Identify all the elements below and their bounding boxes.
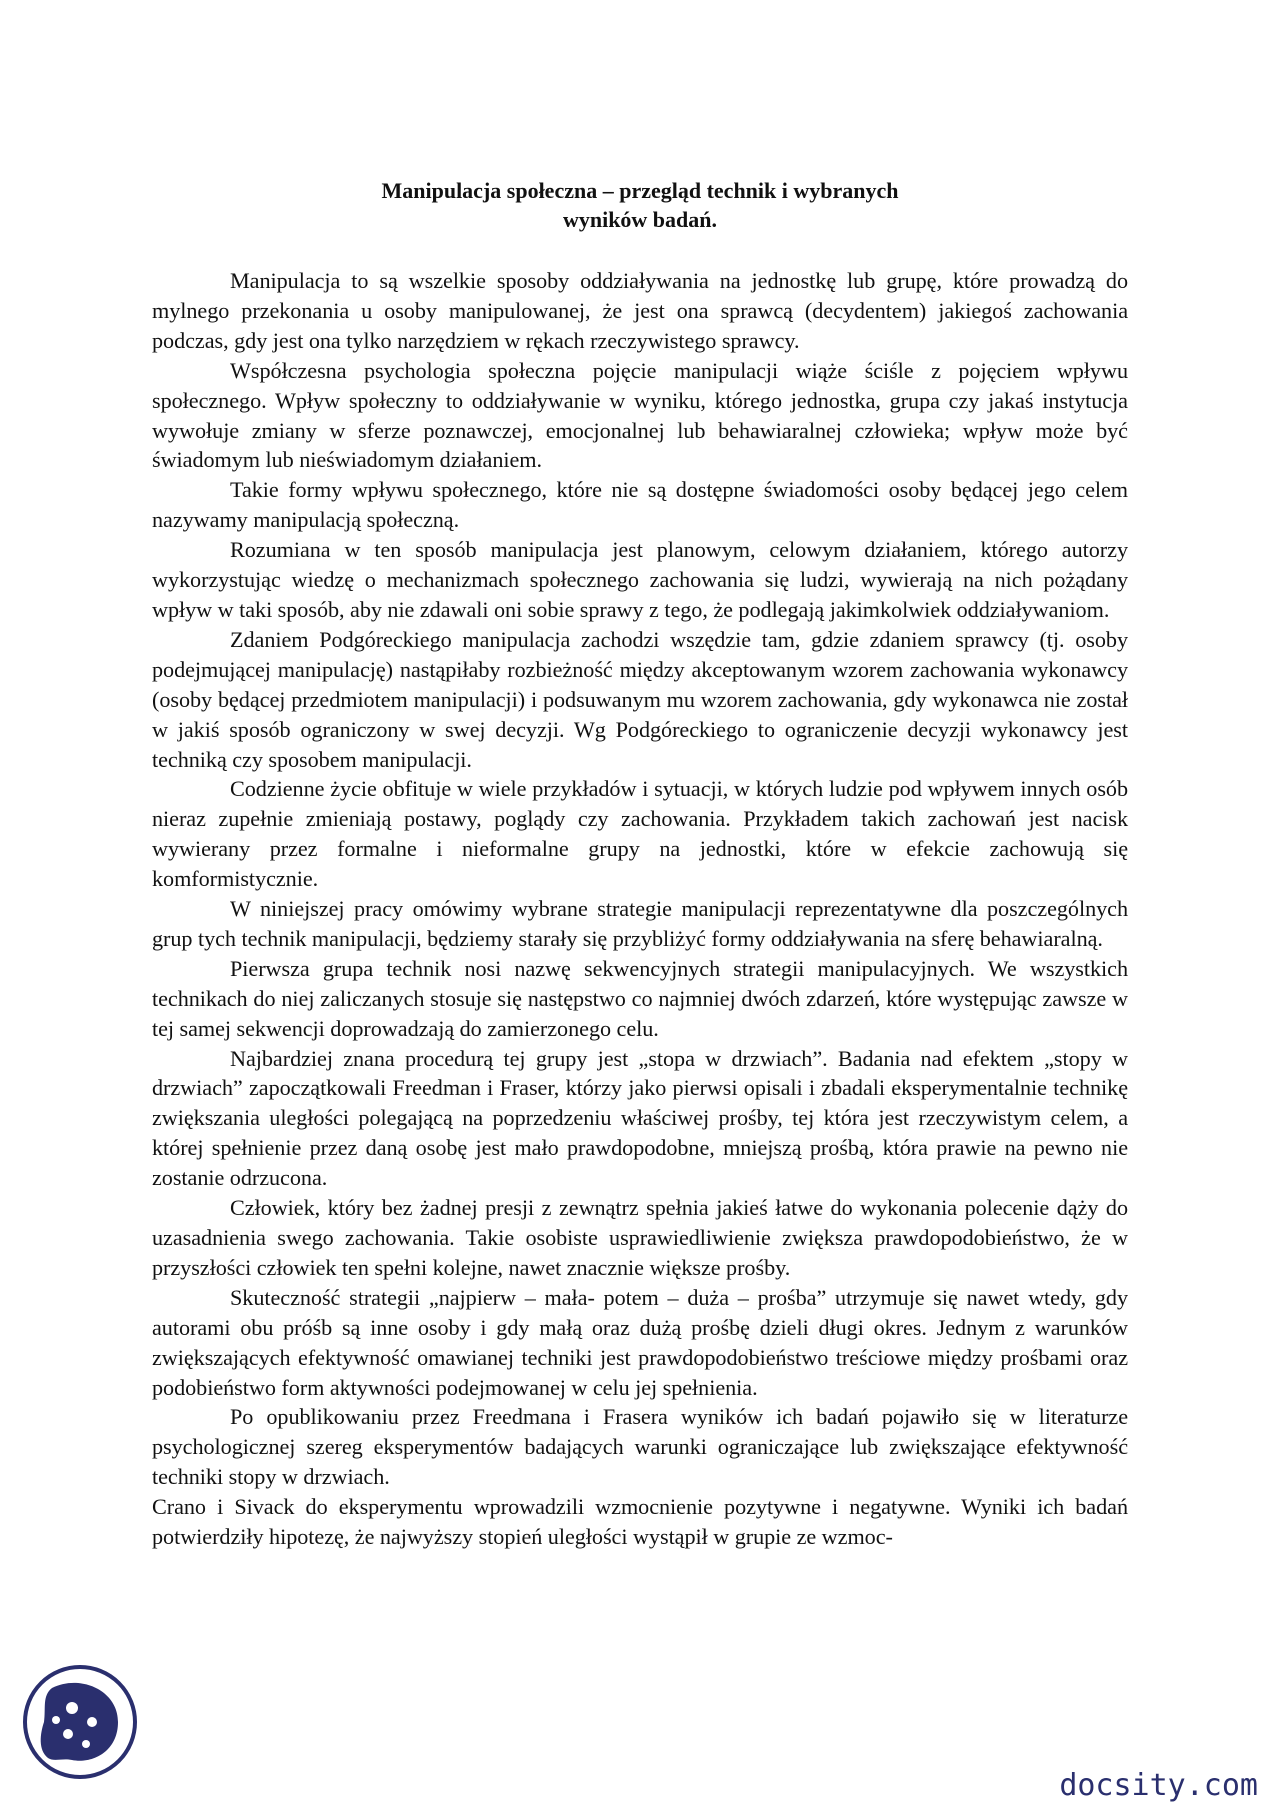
paragraph: Współczesna psychologia społeczna pojęcie manipulacji wiąże ściśle z pojęciem wpływu społecznego. Wpływ społeczny to oddziaływanie w wyniku, którego jednostka, grupa czy jakaś instytucja wywołuje zmiany w sferze poznawczej, emocjonalnej lub behawiaralnej człowieka; wpływ może być świadomym lub nieświadomym działaniem.: [152, 357, 1128, 473]
paragraph: Rozumiana w ten sposób manipulacja jest planowym, celowym działaniem, którego autorzy wykorzystując wiedzę o mechanizmach społecznego zachowania się ludzi, wywierają na nich pożądany wpływ w taki sposób, aby nie zdawali oni sobie sprawy z tego, że podlegają jakimkolwiek oddziaływaniom.: [152, 537, 1128, 622]
paragraph: Zdaniem Podgóreckiego manipulacja zachodzi wszędzie tam, gdzie zdaniem sprawcy (tj. osoby podejmującej manipulację) nastąpiłaby rozbieżność między akceptowanym wzorem zachowania wykonawcy (osoby będącej przedmiotem manipulacji) i podsuwanym mu wzorem zachowania, gdy wykonawca nie został w jakiś sposób ograniczony w swej decyzji. Wg Podgóreckiego to ograniczenie decyzji wykonawcy jest techniką czy sposobem manipulacji.: [152, 626, 1128, 772]
paragraph-last: Crano i Sivack do eksperymentu wprowadzili wzmocnienie pozytywne i negatywne. Wyniki ich badań potwierdziły hipotezę, że najwyższy stopień uległości wystąpił w grupie ze wzmoc-: [152, 1494, 1128, 1550]
paragraph: Człowiek, który bez żadnej presji z zewnątrz spełnia jakieś łatwe do wykonania polecenie dąży do uzasadnienia swego zachowania. Takie osobiste usprawiedliwienie zwiększa prawdopodobieństwo, że w przyszłości człowiek ten spełni kolejne, nawet znacznie większe prośby.: [152, 1195, 1128, 1280]
document-body: [152, 266, 1128, 1552]
paragraph: Skuteczność strategii „najpierw – mała- potem – duża – prośba” utrzymuje się nawet wtedy, gdy autorami obu próśb są inne osoby i gdy małą oraz dużą prośbę dzieli długi okres. Jednym z warunków zwiększających efektywność omawianej techniki jest prawdopodobieństwo treściowe między prośbami oraz podobieństwo form aktywności podejmowanej w celu jej spełnienia.: [152, 1284, 1128, 1400]
paragraph: Codzienne życie obfituje w wiele przykładów i sytuacji, w których ludzie pod wpływem innych osób nieraz zupełnie zmieniają postawy, poglądy czy zachowania. Przykładem takich zachowań jest nacisk wywierany przez formalne i nieformalne grupy na jednostki, które w efekcie zachowują się komformistycznie.: [152, 776, 1128, 892]
paragraph: W niniejszej pracy omówimy wybrane strategie manipulacji reprezentatywne dla poszczególnych grup tych technik manipulacji, będziemy starały się przybliżyć formy oddziaływania na sferę behawiaralną.: [152, 896, 1128, 951]
title-line-2: wyników badań.: [562, 207, 718, 232]
title-line-1: Manipulacja społeczna – przegląd technik i wybranych: [381, 178, 899, 203]
paragraph: Manipulacja to są wszelkie sposoby oddziaływania na jednostkę lub grupę, które prowadzą do mylnego przekonania u osoby manipulowanej, że jest ona sprawcą (decydentem) jakiegoś zachowania podczas, gdy jest ona tylko narzędziem w rękach rzeczywistego sprawcy.: [152, 268, 1128, 353]
docsity-logo-icon[interactable]: [22, 1664, 138, 1780]
paragraph: Po opublikowaniu przez Freedmana i Frasera wyników ich badań pojawiło się w literaturze psychologicznej szereg eksperymentów badających warunki ograniczające lub zwiększające efektywność techniki stopy w drzwiach.: [152, 1404, 1128, 1490]
brand-link[interactable]: docsity.com: [1059, 1768, 1258, 1803]
paragraph: Najbardziej znana procedurą tej grupy jest „stopa w drzwiach”. Badania nad efektem „stopy w drzwiach” zapoczątkowali Freedman i Fraser, którzy jako pierwsi opisali i zbadali eksperymentalnie technikę zwiększania uległości polegającą na poprzedzeniu właściwej prośby, tej która jest rzeczywistym celem, a której spełnienie przez daną osobę jest mało prawdopodobne, mniejszą prośbą, która prawie na pewno nie zostanie odrzucona.: [152, 1045, 1128, 1191]
paragraph: Takie formy wpływu społecznego, które nie są dostępne świadomości osoby będącej jego celem nazywamy manipulacją społeczną.: [152, 477, 1128, 533]
paragraph: Pierwsza grupa technik nosi nazwę sekwencyjnych strategii manipulacyjnych. We wszystkich technikach do niej zaliczanych stosuje się następstwo co najmniej dwóch zdarzeń, które występując zawsze w tej samej sekwencji doprowadzają do zamierzonego celu.: [152, 955, 1128, 1041]
document-title: [152, 176, 1128, 234]
